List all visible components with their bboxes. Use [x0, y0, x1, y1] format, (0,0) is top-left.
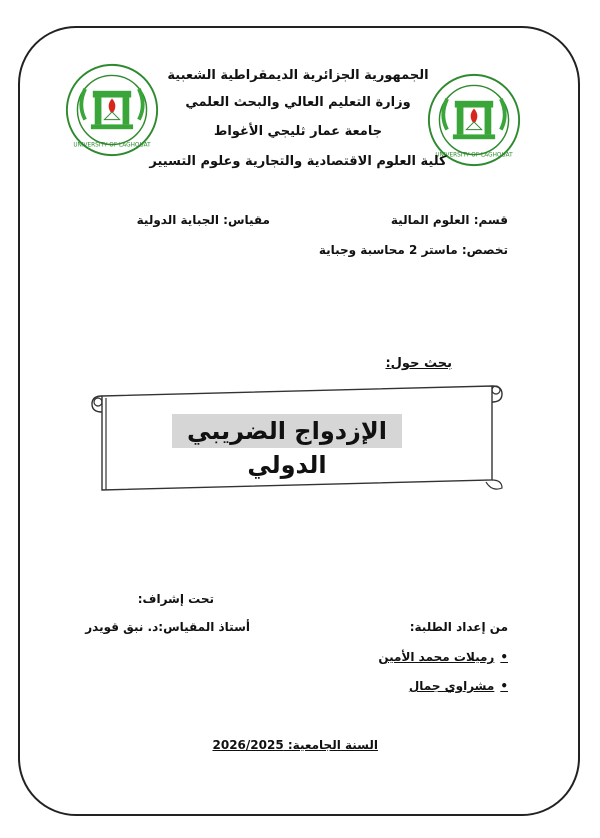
supervision-label: تحت إشراف: [137, 592, 214, 606]
header-faculty: كلية العلوم الاقتصادية والتجارية وعلوم التسيير [149, 154, 447, 169]
professor-name: أستاذ المقياس:د. نبق قويدر [85, 620, 250, 634]
university-logo-left [64, 62, 160, 158]
specialty-label: تخصص: ماستر 2 محاسبة وجباية [318, 243, 508, 257]
student-name-1: • رميلات محمد الأمين [378, 650, 508, 664]
research-label: بحث حول: [385, 356, 452, 371]
department-label: قسم: العلوم المالية [390, 213, 508, 227]
header-ministry: وزارة التعليم العالي والبحث العلمي [185, 95, 411, 110]
header-university: جامعة عمار ثليجي الأغواط [213, 124, 383, 139]
student-name-2: • مشراوي جمال [409, 679, 508, 693]
svg-text:UNIVERSITY OF LAGHOUAT: UNIVERSITY OF LAGHOUAT [73, 142, 151, 149]
header-republic: الجمهورية الجزائرية الديمقراطية الشعبية [167, 68, 429, 83]
academic-year: السنة الجامعية: 2026/2025 [212, 738, 378, 752]
research-title: الإزدواج الضريبي الدولي [172, 414, 402, 448]
students-label: من إعداد الطلبة: [409, 620, 508, 634]
module-label: مقياس: الجباية الدولية [136, 213, 270, 227]
svg-text:UNIVERSITY OF LAGHOUAT: UNIVERSITY OF LAGHOUAT [435, 152, 513, 159]
